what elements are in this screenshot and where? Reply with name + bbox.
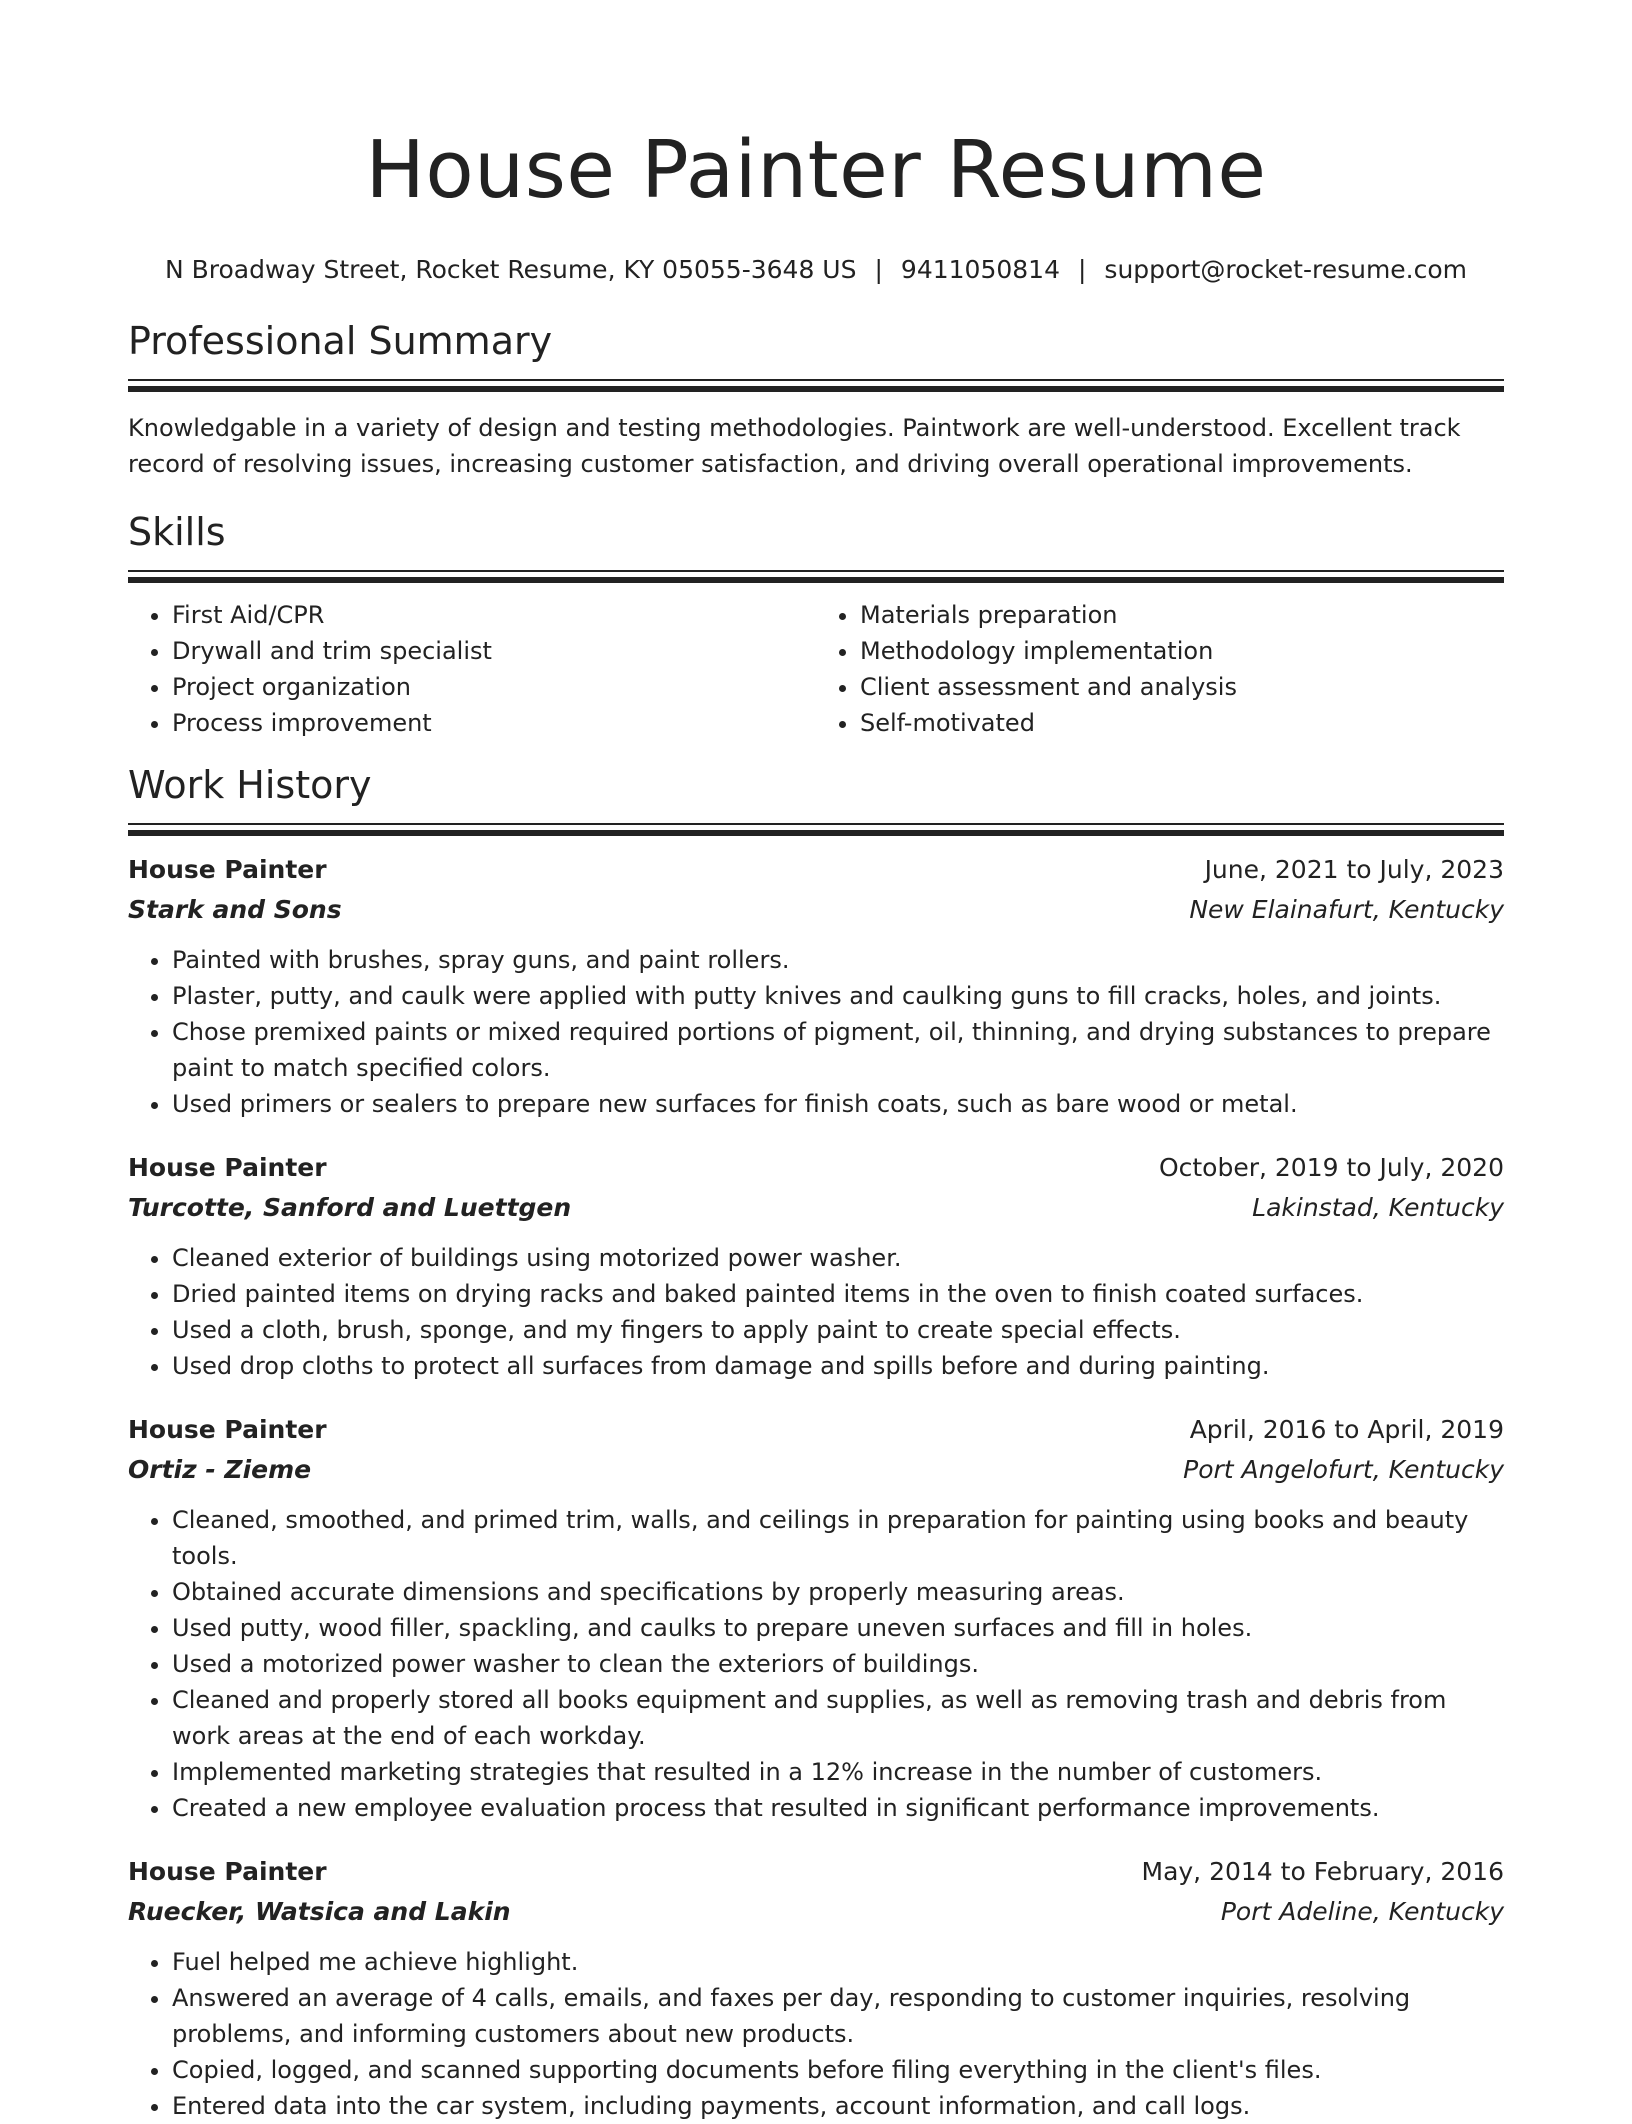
skill-item: • Self-motivated (860, 705, 1504, 741)
contact-phone: 9411050814 (900, 255, 1060, 284)
skill-item: • Materials preparation (860, 597, 1504, 633)
job-bullet: • Used a cloth, brush, sponge, and my fingers to apply paint to create special effects. (172, 1312, 1504, 1348)
job-bullet: • Fuel helped me achieve highlight. (172, 1944, 1504, 1980)
job-title: House Painter (128, 1153, 327, 1182)
job-bullets (128, 1502, 1504, 1826)
job-header-row (128, 1148, 1504, 1188)
job-bullet: • Used primers or sealers to prepare new surfaces for finish coats, such as bare wood or metal. (172, 1086, 1504, 1122)
job-bullet: • Entered data into the car system, including payments, account information, and call logs. (172, 2088, 1504, 2124)
job-subheader-row (128, 1450, 1504, 1490)
skill-item: • Drywall and trim specialist (172, 633, 816, 669)
job-header-row (128, 850, 1504, 890)
job-entry (128, 1852, 1504, 2124)
job-company: Turcotte, Sanford and Luettgen (128, 1193, 572, 1222)
job-bullet: • Cleaned exterior of buildings using motorized power washer. (172, 1240, 1504, 1276)
job-bullet: • Cleaned, smoothed, and primed trim, walls, and ceilings in preparation for painting using books and beauty tools. (172, 1502, 1504, 1574)
job-location: Port Angelofurt, Kentucky (1183, 1455, 1504, 1484)
job-company: Ortiz - Zieme (128, 1455, 312, 1484)
job-bullet: • Created a new employee evaluation process that resulted in significant performance improvements. (172, 1790, 1504, 1826)
section-divider (128, 570, 1504, 572)
summary-section (128, 317, 1504, 482)
section-divider-thick (128, 386, 1504, 392)
summary-text: Knowledgable in a variety of design and testing methodologies. Paintwork are well-understood. Excellent track record of resolving issues, increasing customer satisfaction, and driving overall operational improvements. (128, 414, 1461, 478)
contact-line (128, 253, 1504, 287)
job-entry (128, 1148, 1504, 1384)
job-subheader-row (128, 1188, 1504, 1228)
contact-email: support@rocket-resume.com (1104, 255, 1468, 284)
skill-item: • Process improvement (172, 705, 816, 741)
job-entry (128, 1410, 1504, 1826)
section-divider (128, 823, 1504, 825)
skills-section (128, 508, 1504, 741)
skill-item: • Client assessment and analysis (860, 669, 1504, 705)
contact-address: N Broadway Street, Rocket Resume, KY 05055-3648 US (164, 255, 857, 284)
job-location: Lakinstad, Kentucky (1252, 1193, 1504, 1222)
section-divider-thick (128, 577, 1504, 583)
skill-item: • First Aid/CPR (172, 597, 816, 633)
job-subheader-row (128, 890, 1504, 930)
section-divider-thick (128, 830, 1504, 836)
job-title: House Painter (128, 1857, 327, 1886)
skills-list-left (128, 597, 816, 741)
job-bullet: • Dried painted items on drying racks and baked painted items in the oven to finish coated surfaces. (172, 1276, 1504, 1312)
job-bullet: • Implemented marketing strategies that resulted in a 12% increase in the number of customers. (172, 1754, 1504, 1790)
job-bullets (128, 1240, 1504, 1384)
contact-separator: | (874, 255, 883, 284)
section-title-summary: Professional Summary (128, 319, 553, 363)
job-bullet: • Obtained accurate dimensions and specifications by properly measuring areas. (172, 1574, 1504, 1610)
job-subheader-row (128, 1892, 1504, 1932)
job-entry (128, 850, 1504, 1122)
section-divider (128, 379, 1504, 381)
job-header-row (128, 1410, 1504, 1450)
job-bullet: • Chose premixed paints or mixed required portions of pigment, oil, thinning, and drying substances to prepare paint to match specified colors. (172, 1014, 1504, 1086)
contact-separator: | (1077, 255, 1087, 284)
section-title-work-history: Work History (128, 763, 372, 807)
job-dates: May, 2014 to February, 2016 (1141, 1857, 1504, 1886)
resume-title: House Painter Resume (365, 124, 1267, 216)
job-location: New Elainafurt, Kentucky (1189, 895, 1504, 924)
skill-item: • Project organization (172, 669, 816, 705)
job-bullet: • Used drop cloths to protect all surfaces from damage and spills before and during painting. (172, 1348, 1504, 1384)
job-bullet: • Copied, logged, and scanned supporting documents before filing everything in the client's files. (172, 2052, 1504, 2088)
job-bullets (128, 942, 1504, 1122)
skills-columns (128, 597, 1504, 741)
job-company: Ruecker, Watsica and Lakin (128, 1897, 511, 1926)
skill-item: • Methodology implementation (860, 633, 1504, 669)
job-title: House Painter (128, 855, 327, 884)
job-bullet: • Cleaned and properly stored all books equipment and supplies, as well as removing trash and debris from work areas at the end of each workday. (172, 1682, 1504, 1754)
job-bullet: • Painted with brushes, spray guns, and paint rollers. (172, 942, 1504, 978)
job-bullet: • Used a motorized power washer to clean the exteriors of buildings. (172, 1646, 1504, 1682)
job-bullet: • Answered an average of 4 calls, emails, and faxes per day, responding to customer inquiries, resolving problems, and informing customers about new products. (172, 1980, 1504, 2052)
job-dates: June, 2021 to July, 2023 (1204, 855, 1504, 884)
job-header-row (128, 1852, 1504, 1892)
job-company: Stark and Sons (128, 895, 342, 924)
job-title: House Painter (128, 1415, 327, 1444)
skills-list-right (816, 597, 1504, 741)
job-bullets (128, 1944, 1504, 2124)
job-bullet: • Used putty, wood filler, spackling, and caulks to prepare uneven surfaces and fill in holes. (172, 1610, 1504, 1646)
section-title-skills: Skills (128, 510, 226, 554)
job-location: Port Adeline, Kentucky (1220, 1897, 1504, 1926)
work-history-section (128, 761, 1504, 2124)
job-dates: October, 2019 to July, 2020 (1158, 1153, 1504, 1182)
job-dates: April, 2016 to April, 2019 (1189, 1415, 1504, 1444)
job-bullet: • Plaster, putty, and caulk were applied with putty knives and caulking guns to fill cracks, holes, and joints. (172, 978, 1504, 1014)
